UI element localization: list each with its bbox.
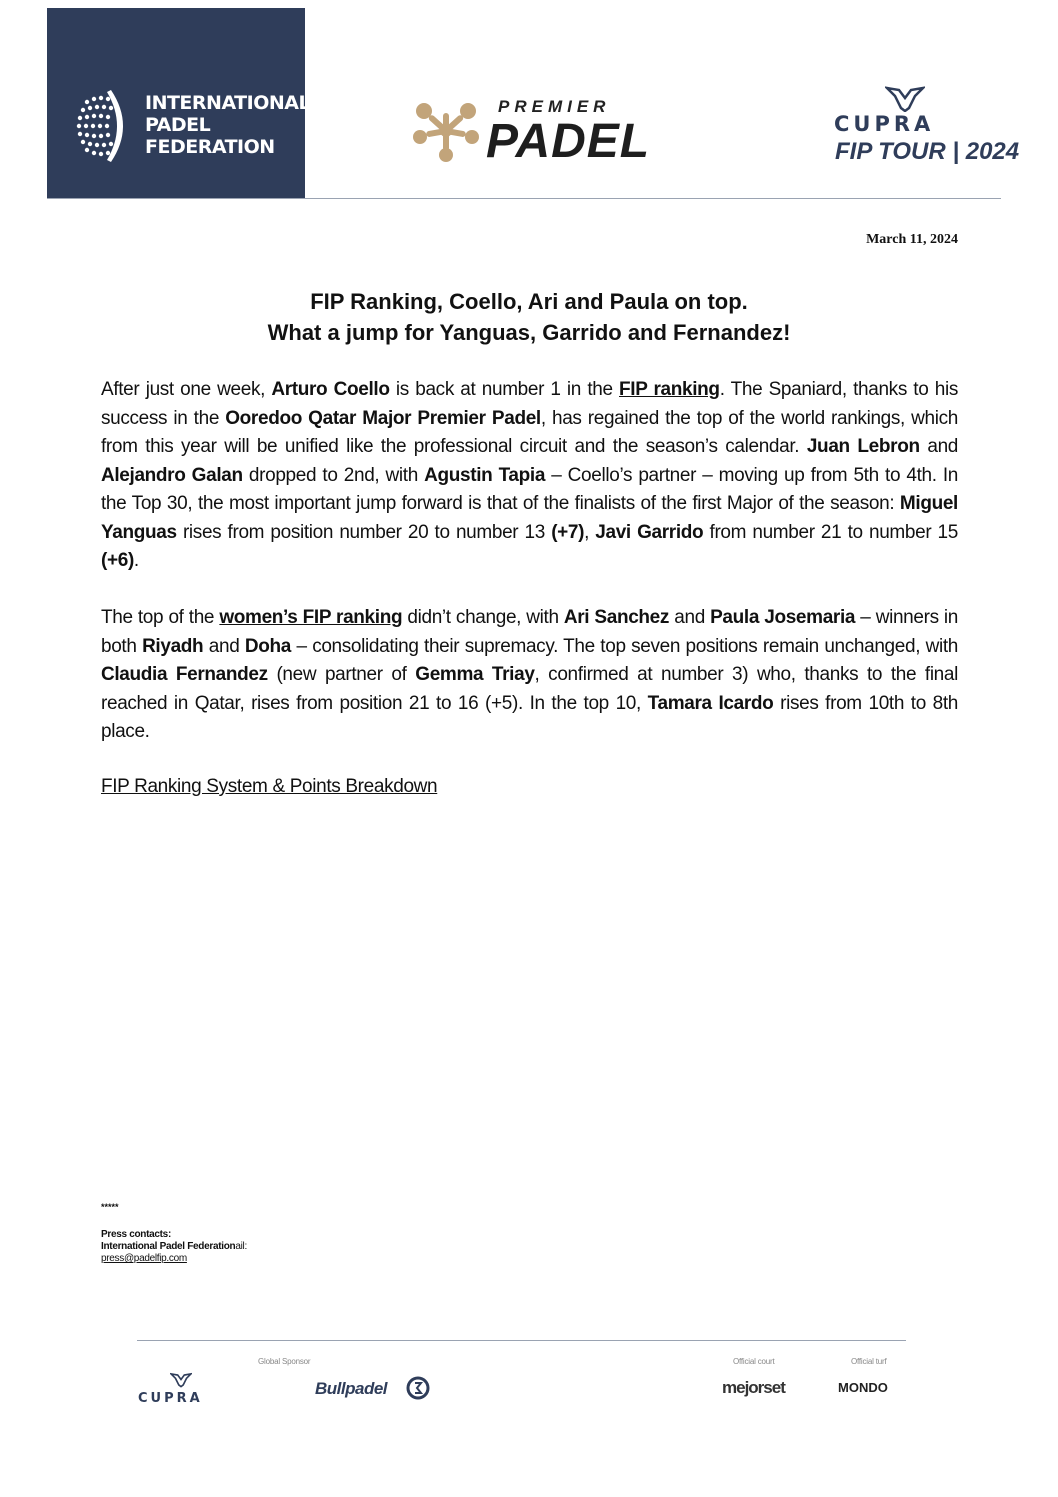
premier-padel-wordmark: PADEL <box>486 115 651 168</box>
text-run: – winners in both <box>101 607 959 657</box>
press-title <box>100 286 958 348</box>
rank-change: (+6) <box>101 550 134 571</box>
footer-divider <box>137 1340 906 1341</box>
player-name: Juan Lebron <box>806 436 920 457</box>
press-label: Press contacts: <box>101 1229 171 1240</box>
fip-emblem-icon <box>75 86 131 166</box>
footer-cupra-emblem-icon <box>170 1372 192 1388</box>
text-run: rises from position number 20 to number 13 <box>176 521 552 543</box>
text-run: dropped to 2nd, with <box>242 464 425 486</box>
text-run: , has regained the top of the world rankings, which from this year will be unified like the professional circuit and the season’s calendar. <box>101 407 958 457</box>
player-name: Agustin Tapia <box>424 464 546 486</box>
city-name: Doha <box>244 635 292 657</box>
text-run: and <box>919 436 959 457</box>
player-name: Alejandro Galan <box>101 464 243 486</box>
fip-line-2: PADEL <box>145 114 211 136</box>
premier-small-text: PREMIER <box>498 97 611 116</box>
official-turf-caption: Official turf <box>851 1357 887 1366</box>
fip-logo-block <box>47 8 311 198</box>
press-contacts <box>101 1229 247 1265</box>
text-run: didn’t change, with <box>402 607 564 628</box>
fip-ranking-link[interactable]: FIP ranking <box>619 379 720 400</box>
press-org-suffix: ail: <box>235 1241 247 1252</box>
footer-cupra-logo: CUPRA <box>138 1391 203 1406</box>
player-name: Gemma Triay <box>415 664 535 685</box>
bullpadel-ring-icon <box>405 1375 431 1401</box>
tournament-name: Ooredoo Qatar Major Premier Padel <box>225 407 541 429</box>
text-run: from number 21 to number 15 <box>703 521 958 543</box>
text-run: – consolidating their supremacy. The top seven positions remain unchanged, with <box>291 635 958 657</box>
official-court-caption: Official court <box>733 1357 775 1366</box>
press-email-link[interactable]: press@padelfip.com <box>101 1253 187 1264</box>
title-line-1: FIP Ranking, Coello, Ari and Paula on top. <box>310 289 748 314</box>
footer-mejorset-logo: mejorset <box>722 1378 785 1397</box>
footer-mondo-logo: MONDO <box>838 1380 888 1395</box>
womens-ranking-link[interactable]: women’s FIP ranking <box>219 607 403 628</box>
player-name: Ari Sanchez <box>563 607 670 628</box>
player-name: Paula Josemaria <box>710 607 856 628</box>
city-name: Riyadh <box>142 635 204 657</box>
text-run: – Coello’s partner – moving up from 5th to 4th. In the Top 30, the most important jump forward is that of the finalists of the first Major of the season: <box>101 464 959 514</box>
fip-line-3: FEDERATION <box>145 136 275 158</box>
text-run: and <box>669 607 711 628</box>
player-name: Tamara Icardo <box>647 692 774 714</box>
player-name: Javi Garrido <box>595 521 704 543</box>
ranking-system-link[interactable]: FIP Ranking System & Points Breakdown <box>101 776 438 797</box>
fip-tour-2024: FIP TOUR | 2024 <box>835 138 1020 165</box>
text-run: (new partner of <box>267 664 416 685</box>
text-run: The top of the <box>101 607 220 628</box>
player-name: Claudia Fernandez <box>101 664 268 685</box>
fip-line-1: INTERNATIONAL <box>145 92 311 114</box>
text-run: , <box>584 521 596 543</box>
text-run: rises from 10th to 8th place. <box>101 692 959 742</box>
text-run: After just one week, <box>101 379 272 400</box>
cupra-wordmark: CUPRA <box>834 112 935 136</box>
text-run: is back at number 1 in the <box>389 379 620 400</box>
fip-logo-text <box>145 92 310 158</box>
header-divider <box>47 198 1001 199</box>
text-run: and <box>203 635 245 657</box>
global-sponsor-caption: Global Sponsor <box>258 1357 311 1366</box>
press-org-line <box>101 1241 247 1253</box>
cupra-emblem-icon <box>885 86 925 112</box>
premier-padel-flower-icon <box>412 99 480 163</box>
rank-change: (+7) <box>551 521 585 543</box>
footer-bullpadel-logo: Bullpadel <box>315 1379 388 1398</box>
player-name: Arturo Coello <box>271 379 390 400</box>
press-org: International Padel Federation <box>101 1241 236 1252</box>
text-run: , confirmed at number 3) who, thanks to the final reached in Qatar, rises from position 21 to 16 (+5). In the top 10, <box>101 664 958 714</box>
text-run: . The Spaniard, thanks to his success in the <box>101 379 958 429</box>
press-date: March 11, 2024 <box>866 232 958 247</box>
paragraph-1 <box>101 376 958 576</box>
separator-stars: ***** <box>101 1202 119 1212</box>
text-run: . <box>133 550 139 571</box>
paragraph-2 <box>101 604 958 747</box>
player-name: Miguel Yanguas <box>101 493 958 543</box>
title-line-2: What a jump for Yanguas, Garrido and Fernandez! <box>267 320 791 345</box>
